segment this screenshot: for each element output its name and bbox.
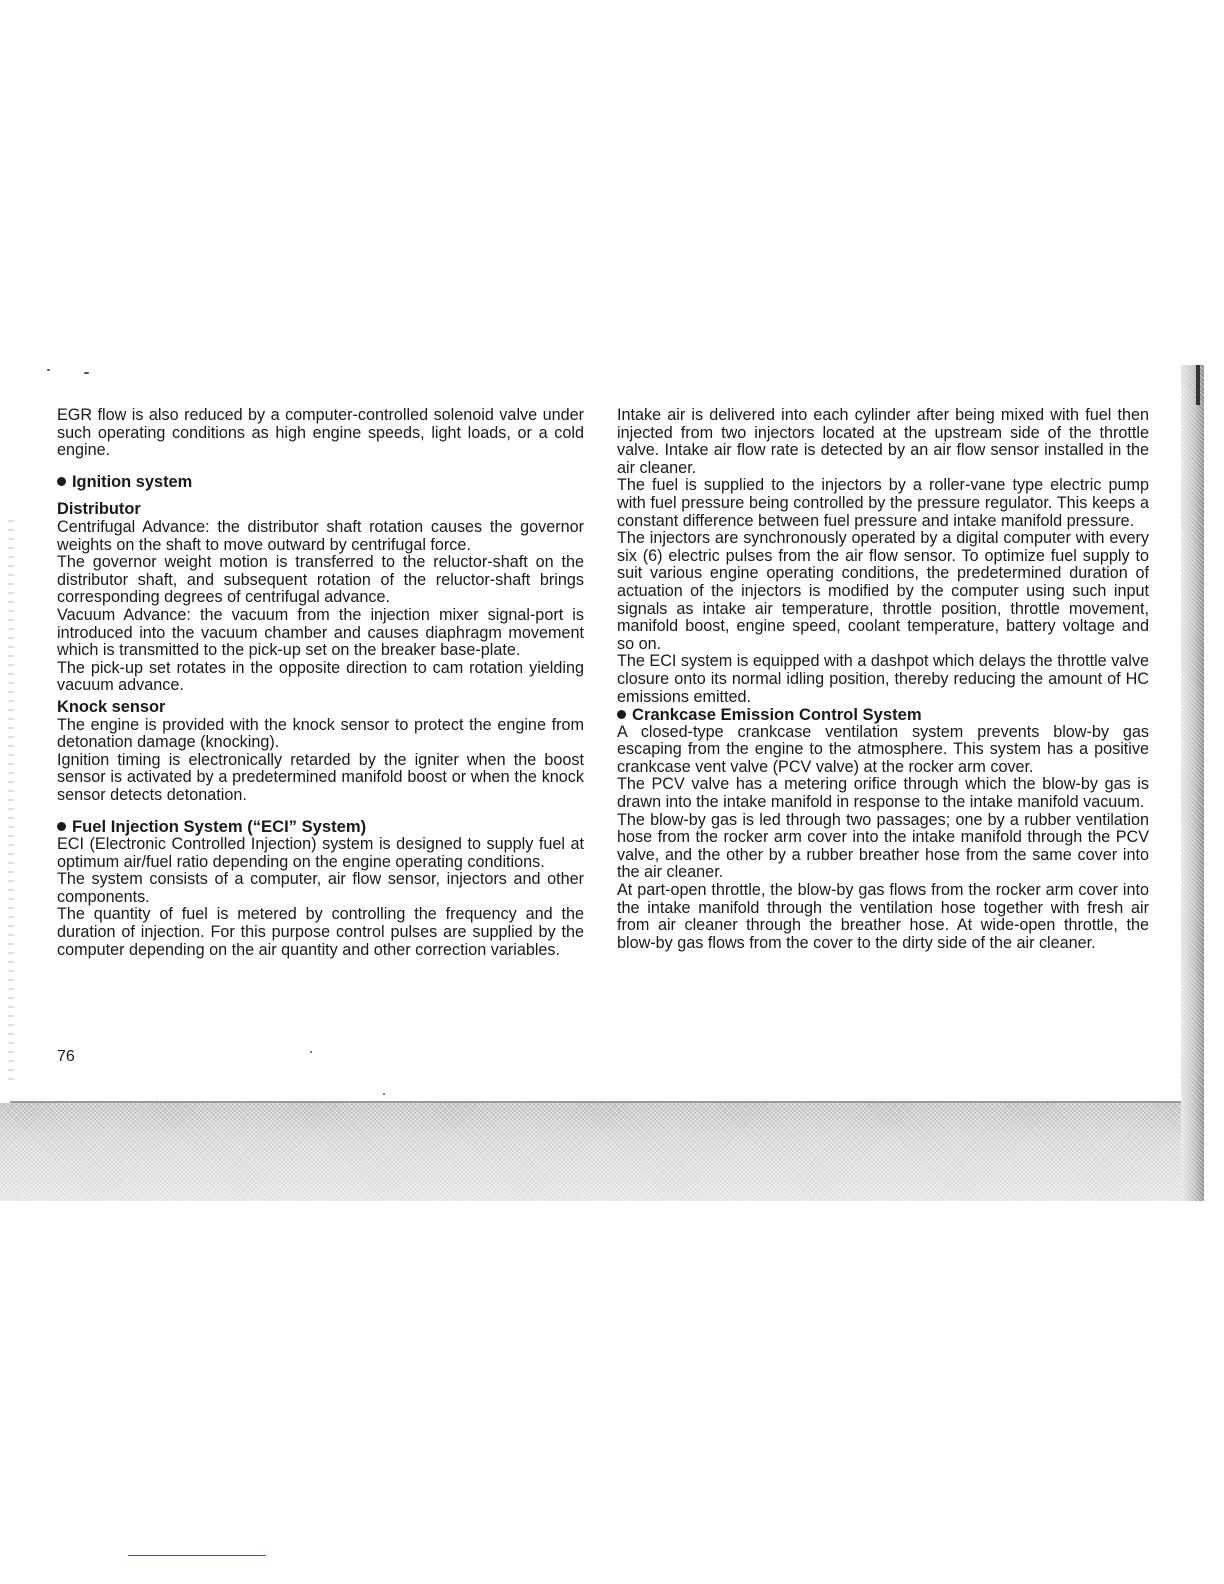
governor-weight-paragraph: The governor weight motion is transferred to the reluctor-shaft on the distributor shaft, and subsequent rotation of the reluctor-shaft brings corresponding degrees of centrifugal advance. — [57, 553, 584, 607]
spine-mark — [1196, 365, 1200, 405]
scan-speck — [383, 1093, 385, 1095]
centrifugal-advance-paragraph: Centrifugal Advance: the distributor shaft rotation causes the governor weights on the shaft to move outward by centrifugal force. — [57, 517, 584, 554]
knock-sensor-paragraph-2: Ignition timing is electronically retarded by the igniter when the boost sensor is activated by a predetermined manifold boost or when the knock sensor detects detonation. — [57, 750, 584, 804]
crankcase-paragraph-4: At part-open throttle, the blow-by gas flows from the rocker arm cover into the intake manifold through the ventilation hose together with fresh air from air cleaner through the breather hose. At wide-open throttle, the blow-by gas flows from the cover to the dirty side of the air cleaner. — [617, 881, 1149, 952]
left-column — [57, 407, 584, 959]
fuel-supply-paragraph: The fuel is supplied to the injectors by a roller-vane type electric pump with fuel pressure being controlled by the pressure regulator. This keeps a constant difference between fuel pressure and intake manifold pressure. — [617, 476, 1149, 530]
left-edge-specks — [8, 520, 14, 1080]
scan-speck — [47, 369, 50, 371]
vacuum-advance-paragraph: Vacuum Advance: the vacuum from the injection mixer signal-port is introduced into the vacuum chamber and causes diaphragm movement which is transmitted to the pick-up set on the breaker base-plate. — [57, 605, 584, 660]
bottom-rule — [128, 1555, 266, 1556]
eci-paragraph-1: ECI (Electronic Controlled Injection) system is designed to supply fuel at optimum air/fuel ratio depending on the engine operating conditions. — [57, 835, 584, 871]
crankcase-paragraph-3: The blow-by gas is led through two passages; one by a rubber ventilation hose from the rocker arm cover into the intake manifold through the PCV valve, and the other by a rubber breather hose from the same cover into the air cleaner. — [617, 810, 1149, 882]
scan-shadow — [0, 1103, 1204, 1201]
crankcase-paragraph-2: The PCV valve has a metering orifice through which the blow-by gas is drawn into the intake manifold in response to the intake manifold vacuum. — [617, 775, 1149, 812]
intake-air-paragraph: Intake air is delivered into each cylinder after being mixed with fuel then injected from two injectors located at the upstream side of the throttle valve. Intake air flow rate is detected by an air flow sensor installed in the air cleaner. — [617, 406, 1149, 477]
crankcase-emission-heading — [617, 706, 1149, 724]
bullet-icon — [57, 477, 66, 486]
spine-shadow — [1181, 365, 1204, 1201]
dashpot-paragraph: The ECI system is equipped with a dashpot which delays the throttle valve closure onto its normal idling position, thereby reducing the amount of HC emissions emitted. — [617, 652, 1149, 706]
right-column — [617, 407, 1149, 952]
crankcase-emission-heading-text: Crankcase Emission Control System — [632, 705, 922, 725]
knock-sensor-heading: Knock sensor — [57, 697, 166, 716]
egr-paragraph: EGR flow is also reduced by a computer-controlled solenoid valve under such operating conditions as high engine speeds, light loads, or a cold engine. — [57, 406, 584, 460]
ignition-system-heading-text: Ignition system — [72, 472, 193, 491]
fuel-injection-heading-text: Fuel Injection System (“ECI” System) — [72, 817, 367, 837]
crankcase-paragraph-1: A closed-type crankcase ventilation system prevents blow-by gas escaping from the engine to the atmosphere. This system has a positive crankcase vent valve (PCV valve) at the rocker arm cover. — [617, 722, 1149, 776]
scan-speck — [84, 372, 89, 374]
page-number: 76 — [57, 1048, 75, 1065]
eci-paragraph-2: The system consists of a computer, air flow sensor, injectors and other components. — [57, 870, 584, 906]
fuel-injection-heading — [57, 818, 584, 836]
scan-speck — [310, 1051, 312, 1053]
pickup-set-paragraph: The pick-up set rotates in the opposite direction to cam rotation yielding vacuum advance. — [57, 658, 584, 695]
distributor-heading: Distributor — [57, 500, 141, 519]
knock-sensor-paragraph-1: The engine is provided with the knock sensor to protect the engine from detonation damage (knocking). — [57, 715, 584, 752]
eci-paragraph-3: The quantity of fuel is metered by controlling the frequency and the duration of injection. For this purpose control pulses are supplied by the computer depending on the air quantity and other correction variables. — [57, 905, 584, 959]
bullet-icon — [617, 710, 626, 719]
bullet-icon — [57, 822, 66, 831]
ignition-system-heading — [57, 474, 584, 492]
injectors-paragraph: The injectors are synchronously operated by a digital computer with every six (6) electric pulses from the air flow sensor. To optimize fuel supply to suit various engine operating conditions, the predetermined duration of actuation of the injectors is modified by the computer using such input signals as intake air temperature, throttle position, throttle movement, manifold boost, engine speed, coolant temperature, battery voltage and so on. — [617, 529, 1149, 653]
